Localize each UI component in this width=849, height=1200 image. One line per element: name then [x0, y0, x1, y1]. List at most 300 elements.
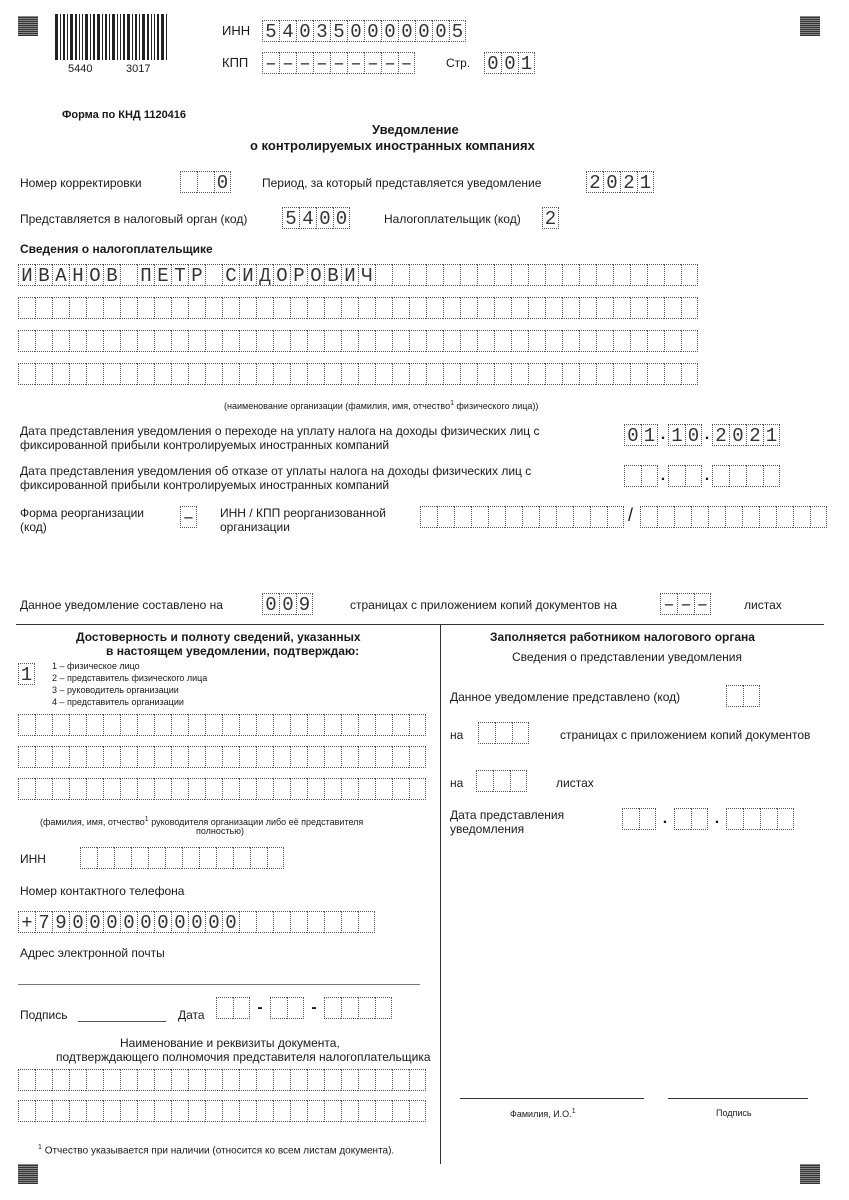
form-cell[interactable]	[664, 297, 681, 319]
form-cell[interactable]	[69, 297, 86, 319]
reorg-inn-cells[interactable]	[420, 506, 624, 528]
form-cell[interactable]	[562, 297, 579, 319]
form-cell[interactable]: 0	[171, 911, 188, 933]
form-cell[interactable]	[443, 330, 460, 352]
form-cell[interactable]	[256, 1069, 273, 1091]
form-cell[interactable]: Д	[256, 264, 273, 286]
form-cell[interactable]	[493, 770, 510, 792]
form-cell[interactable]	[443, 264, 460, 286]
reorg-kpp-cells[interactable]	[640, 506, 827, 528]
form-cell[interactable]	[307, 746, 324, 768]
form-cell[interactable]	[216, 847, 233, 869]
form-cell[interactable]	[52, 297, 69, 319]
form-cell[interactable]	[743, 685, 760, 707]
form-cell[interactable]	[358, 778, 375, 800]
form-cell[interactable]: 0	[214, 171, 231, 193]
form-cell[interactable]	[137, 1100, 154, 1122]
form-cell[interactable]	[273, 297, 290, 319]
form-cell[interactable]	[188, 778, 205, 800]
form-cell[interactable]: 0	[222, 911, 239, 933]
form-cell[interactable]	[725, 506, 742, 528]
form-cell[interactable]	[392, 297, 409, 319]
form-cell[interactable]	[657, 506, 674, 528]
form-cell[interactable]: –	[313, 52, 330, 74]
form-cell[interactable]	[222, 1100, 239, 1122]
form-cell[interactable]: 0	[279, 593, 296, 615]
form-cell[interactable]	[69, 363, 86, 385]
form-cell[interactable]	[324, 1069, 341, 1091]
form-cell[interactable]	[596, 330, 613, 352]
form-cell[interactable]	[205, 714, 222, 736]
form-cell[interactable]	[154, 363, 171, 385]
form-cell[interactable]	[375, 264, 392, 286]
form-cell[interactable]	[307, 363, 324, 385]
form-cell[interactable]	[358, 330, 375, 352]
form-cell[interactable]	[528, 363, 545, 385]
office-year-cells[interactable]	[726, 808, 794, 830]
form-cell[interactable]	[324, 911, 341, 933]
form-cell[interactable]	[256, 911, 273, 933]
form-cell[interactable]	[52, 746, 69, 768]
form-cell[interactable]	[613, 363, 630, 385]
form-cell[interactable]	[69, 1100, 86, 1122]
form-cell[interactable]: 2	[620, 171, 637, 193]
form-cell[interactable]	[545, 330, 562, 352]
form-cell[interactable]	[171, 746, 188, 768]
form-cell[interactable]	[307, 911, 324, 933]
form-cell[interactable]	[562, 264, 579, 286]
signer-inn-cells[interactable]	[80, 847, 284, 869]
form-cell[interactable]	[664, 264, 681, 286]
form-cell[interactable]: 0	[69, 911, 86, 933]
form-cell[interactable]	[69, 778, 86, 800]
form-cell[interactable]	[188, 330, 205, 352]
form-cell[interactable]	[358, 911, 375, 933]
form-cell[interactable]	[742, 506, 759, 528]
form-cell[interactable]	[647, 363, 664, 385]
pages-cells[interactable]	[262, 593, 313, 615]
form-cell[interactable]	[69, 330, 86, 352]
form-cell[interactable]	[495, 722, 512, 744]
form-cell[interactable]	[668, 465, 685, 487]
form-cell[interactable]	[579, 297, 596, 319]
form-cell[interactable]: 1	[518, 52, 535, 74]
form-cell[interactable]	[222, 363, 239, 385]
form-cell[interactable]	[52, 778, 69, 800]
form-cell[interactable]	[35, 714, 52, 736]
form-cell[interactable]	[188, 363, 205, 385]
form-cell[interactable]	[205, 778, 222, 800]
form-cell[interactable]	[324, 297, 341, 319]
form-cell[interactable]	[776, 506, 793, 528]
form-cell[interactable]: И	[341, 264, 358, 286]
form-cell[interactable]	[290, 330, 307, 352]
form-cell[interactable]	[137, 746, 154, 768]
taxpayer-name-row3[interactable]	[18, 330, 698, 352]
form-cell[interactable]	[188, 297, 205, 319]
office-pages-cells[interactable]	[478, 722, 529, 744]
form-cell[interactable]	[188, 746, 205, 768]
form-cell[interactable]: 2	[542, 207, 559, 229]
form-cell[interactable]: 0	[316, 207, 333, 229]
form-cell[interactable]	[477, 330, 494, 352]
form-cell[interactable]	[478, 722, 495, 744]
form-cell[interactable]	[205, 1069, 222, 1091]
form-cell[interactable]	[409, 264, 426, 286]
form-cell[interactable]	[375, 1069, 392, 1091]
form-cell[interactable]	[290, 363, 307, 385]
form-cell[interactable]	[613, 330, 630, 352]
form-cell[interactable]	[273, 330, 290, 352]
form-cell[interactable]	[256, 363, 273, 385]
form-cell[interactable]	[86, 1069, 103, 1091]
form-cell[interactable]	[35, 746, 52, 768]
form-cell[interactable]	[511, 330, 528, 352]
refuse-date-field[interactable]	[624, 465, 780, 487]
taxpayer-code-cells[interactable]	[542, 207, 559, 229]
form-cell[interactable]	[375, 997, 392, 1019]
form-cell[interactable]	[216, 997, 233, 1019]
form-cell[interactable]	[392, 778, 409, 800]
form-cell[interactable]	[630, 297, 647, 319]
form-cell[interactable]	[443, 297, 460, 319]
form-cell[interactable]	[630, 363, 647, 385]
form-cell[interactable]	[86, 746, 103, 768]
form-cell[interactable]	[437, 506, 454, 528]
form-cell[interactable]	[114, 847, 131, 869]
form-cell[interactable]	[358, 997, 375, 1019]
form-cell[interactable]	[35, 297, 52, 319]
form-cell[interactable]	[324, 363, 341, 385]
form-cell[interactable]	[630, 264, 647, 286]
form-cell[interactable]	[180, 171, 197, 193]
form-cell[interactable]	[290, 746, 307, 768]
form-cell[interactable]: –	[677, 593, 694, 615]
form-cell[interactable]: С	[222, 264, 239, 286]
form-cell[interactable]: 2	[586, 171, 603, 193]
form-cell[interactable]	[613, 264, 630, 286]
taxpayer-name-row1[interactable]	[18, 264, 698, 286]
form-cell[interactable]	[69, 746, 86, 768]
phone-cells[interactable]	[18, 911, 375, 933]
form-cell[interactable]: 0	[347, 20, 364, 42]
form-cell[interactable]	[273, 746, 290, 768]
form-cell[interactable]	[52, 1100, 69, 1122]
form-cell[interactable]	[35, 1100, 52, 1122]
form-cell[interactable]	[647, 264, 664, 286]
taxpayer-name-row4[interactable]	[18, 363, 698, 385]
form-cell[interactable]	[375, 1100, 392, 1122]
form-cell[interactable]	[273, 911, 290, 933]
form-cell[interactable]	[471, 506, 488, 528]
form-cell[interactable]	[256, 778, 273, 800]
form-cell[interactable]	[222, 1069, 239, 1091]
office-sign-line[interactable]	[668, 1098, 808, 1099]
form-cell[interactable]	[624, 465, 641, 487]
form-cell[interactable]	[52, 330, 69, 352]
form-cell[interactable]: 0	[103, 911, 120, 933]
form-cell[interactable]	[267, 847, 284, 869]
form-cell[interactable]	[691, 506, 708, 528]
form-cell[interactable]	[154, 1069, 171, 1091]
form-cell[interactable]	[171, 1069, 188, 1091]
form-cell[interactable]: П	[137, 264, 154, 286]
form-cell[interactable]: –	[398, 52, 415, 74]
form-cell[interactable]: 0	[120, 911, 137, 933]
form-cell[interactable]	[307, 297, 324, 319]
form-cell[interactable]	[188, 1069, 205, 1091]
form-cell[interactable]: 9	[52, 911, 69, 933]
form-cell[interactable]	[409, 297, 426, 319]
form-cell[interactable]	[52, 363, 69, 385]
form-cell[interactable]	[273, 778, 290, 800]
form-cell[interactable]: –	[330, 52, 347, 74]
form-cell[interactable]	[222, 297, 239, 319]
sign-year-cells[interactable]	[324, 997, 392, 1019]
form-cell[interactable]	[375, 363, 392, 385]
refuse-month-cells[interactable]	[668, 465, 702, 487]
form-cell[interactable]	[630, 330, 647, 352]
form-cell[interactable]: Р	[290, 264, 307, 286]
form-cell[interactable]	[545, 264, 562, 286]
submitted-cells[interactable]	[726, 685, 760, 707]
form-cell[interactable]	[239, 714, 256, 736]
form-cell[interactable]	[511, 297, 528, 319]
form-cell[interactable]	[392, 714, 409, 736]
form-cell[interactable]	[324, 746, 341, 768]
form-cell[interactable]: –	[180, 506, 197, 528]
form-cell[interactable]	[341, 1069, 358, 1091]
form-cell[interactable]	[545, 363, 562, 385]
form-cell[interactable]	[239, 363, 256, 385]
form-cell[interactable]	[239, 778, 256, 800]
form-cell[interactable]	[35, 363, 52, 385]
inn-cells[interactable]	[262, 20, 466, 42]
form-cell[interactable]	[324, 778, 341, 800]
form-cell[interactable]	[477, 297, 494, 319]
form-cell[interactable]	[86, 778, 103, 800]
form-cell[interactable]	[137, 330, 154, 352]
form-cell[interactable]	[103, 778, 120, 800]
form-cell[interactable]: 0	[296, 20, 313, 42]
form-cell[interactable]	[375, 746, 392, 768]
form-cell[interactable]: 2	[746, 424, 763, 446]
form-cell[interactable]	[341, 746, 358, 768]
form-cell[interactable]	[154, 778, 171, 800]
form-cell[interactable]	[426, 330, 443, 352]
form-cell[interactable]	[409, 714, 426, 736]
form-cell[interactable]	[120, 1069, 137, 1091]
form-cell[interactable]	[233, 847, 250, 869]
form-cell[interactable]	[137, 297, 154, 319]
form-cell[interactable]	[205, 297, 222, 319]
form-cell[interactable]	[307, 714, 324, 736]
form-cell[interactable]	[18, 746, 35, 768]
form-cell[interactable]	[290, 714, 307, 736]
form-cell[interactable]: +	[18, 911, 35, 933]
form-cell[interactable]	[573, 506, 590, 528]
form-cell[interactable]	[375, 297, 392, 319]
form-cell[interactable]: 5	[330, 20, 347, 42]
form-cell[interactable]	[426, 297, 443, 319]
form-cell[interactable]	[137, 1069, 154, 1091]
form-cell[interactable]: 0	[624, 424, 641, 446]
form-cell[interactable]	[131, 847, 148, 869]
form-cell[interactable]	[579, 330, 596, 352]
form-cell[interactable]	[97, 847, 114, 869]
form-cell[interactable]: 5	[262, 20, 279, 42]
form-cell[interactable]	[477, 363, 494, 385]
form-cell[interactable]	[171, 1100, 188, 1122]
form-cell[interactable]: 1	[641, 424, 658, 446]
form-cell[interactable]	[273, 714, 290, 736]
form-cell[interactable]: 0	[333, 207, 350, 229]
form-cell[interactable]	[647, 297, 664, 319]
form-cell[interactable]: 1	[637, 171, 654, 193]
form-cell[interactable]	[18, 330, 35, 352]
sign-day-cells[interactable]	[216, 997, 250, 1019]
form-cell[interactable]: Е	[154, 264, 171, 286]
form-cell[interactable]	[120, 363, 137, 385]
form-cell[interactable]	[522, 506, 539, 528]
form-cell[interactable]	[760, 808, 777, 830]
form-cell[interactable]: 0	[154, 911, 171, 933]
form-cell[interactable]	[69, 714, 86, 736]
form-cell[interactable]	[409, 778, 426, 800]
form-cell[interactable]	[120, 1100, 137, 1122]
form-cell[interactable]: 0	[415, 20, 432, 42]
signer-name-row3[interactable]	[18, 778, 426, 800]
form-cell[interactable]	[69, 1069, 86, 1091]
form-cell[interactable]	[511, 264, 528, 286]
form-cell[interactable]: О	[273, 264, 290, 286]
form-cell[interactable]: Р	[188, 264, 205, 286]
form-cell[interactable]	[729, 465, 746, 487]
form-cell[interactable]	[341, 714, 358, 736]
form-cell[interactable]	[494, 330, 511, 352]
form-cell[interactable]	[712, 465, 729, 487]
form-cell[interactable]	[307, 330, 324, 352]
form-cell[interactable]	[86, 330, 103, 352]
form-cell[interactable]	[681, 363, 698, 385]
form-cell[interactable]	[165, 847, 182, 869]
form-cell[interactable]	[290, 297, 307, 319]
form-cell[interactable]	[239, 1069, 256, 1091]
form-cell[interactable]: В	[35, 264, 52, 286]
sign-date-field[interactable]	[216, 997, 392, 1019]
form-cell[interactable]: 0	[729, 424, 746, 446]
form-cell[interactable]	[154, 746, 171, 768]
form-cell[interactable]	[409, 363, 426, 385]
form-cell[interactable]	[685, 465, 702, 487]
form-cell[interactable]	[579, 264, 596, 286]
form-cell[interactable]	[154, 714, 171, 736]
form-cell[interactable]	[103, 330, 120, 352]
form-cell[interactable]: 0	[432, 20, 449, 42]
form-cell[interactable]	[205, 1100, 222, 1122]
form-cell[interactable]: 0	[364, 20, 381, 42]
form-cell[interactable]	[426, 363, 443, 385]
form-cell[interactable]	[103, 1069, 120, 1091]
form-cell[interactable]	[103, 746, 120, 768]
form-cell[interactable]	[239, 330, 256, 352]
form-cell[interactable]	[103, 1100, 120, 1122]
form-cell[interactable]	[154, 330, 171, 352]
form-cell[interactable]	[18, 714, 35, 736]
form-cell[interactable]	[171, 297, 188, 319]
form-cell[interactable]	[273, 363, 290, 385]
fio-line[interactable]	[460, 1098, 644, 1099]
form-cell[interactable]	[250, 847, 267, 869]
form-cell[interactable]	[137, 714, 154, 736]
form-cell[interactable]	[307, 1069, 324, 1091]
form-cell[interactable]	[86, 297, 103, 319]
form-cell[interactable]	[120, 714, 137, 736]
form-cell[interactable]: 9	[296, 593, 313, 615]
form-cell[interactable]	[476, 770, 493, 792]
form-cell[interactable]	[460, 264, 477, 286]
form-cell[interactable]	[454, 506, 471, 528]
form-cell[interactable]	[52, 714, 69, 736]
form-cell[interactable]	[392, 363, 409, 385]
form-cell[interactable]	[341, 297, 358, 319]
form-cell[interactable]: В	[324, 264, 341, 286]
form-cell[interactable]	[137, 778, 154, 800]
form-cell[interactable]: –	[347, 52, 364, 74]
form-cell[interactable]	[103, 363, 120, 385]
form-cell[interactable]: В	[103, 264, 120, 286]
form-cell[interactable]	[746, 465, 763, 487]
form-cell[interactable]	[273, 1069, 290, 1091]
reorg-form-cells[interactable]	[180, 506, 197, 528]
form-cell[interactable]	[120, 746, 137, 768]
form-cell[interactable]: А	[52, 264, 69, 286]
taxpayer-name-row2[interactable]	[18, 297, 698, 319]
form-cell[interactable]	[358, 1069, 375, 1091]
form-cell[interactable]	[512, 722, 529, 744]
form-cell[interactable]	[290, 911, 307, 933]
form-cell[interactable]	[420, 506, 437, 528]
form-cell[interactable]	[392, 264, 409, 286]
form-cell[interactable]	[205, 264, 222, 286]
form-cell[interactable]: 3	[313, 20, 330, 42]
sign-month-cells[interactable]	[270, 997, 304, 1019]
form-cell[interactable]: 1	[763, 424, 780, 446]
form-cell[interactable]	[324, 330, 341, 352]
form-cell[interactable]	[270, 997, 287, 1019]
form-cell[interactable]	[505, 506, 522, 528]
office-date-field[interactable]	[622, 808, 794, 830]
form-cell[interactable]: 4	[279, 20, 296, 42]
form-cell[interactable]	[86, 714, 103, 736]
form-cell[interactable]	[239, 1100, 256, 1122]
form-cell[interactable]	[708, 506, 725, 528]
form-cell[interactable]	[607, 506, 624, 528]
form-cell[interactable]: 5	[449, 20, 466, 42]
form-cell[interactable]	[205, 363, 222, 385]
form-cell[interactable]	[681, 330, 698, 352]
refuse-year-cells[interactable]	[712, 465, 780, 487]
form-cell[interactable]	[358, 297, 375, 319]
form-cell[interactable]	[763, 465, 780, 487]
form-cell[interactable]	[392, 1069, 409, 1091]
office-month-cells[interactable]	[674, 808, 708, 830]
form-cell[interactable]	[239, 746, 256, 768]
form-cell[interactable]: 0	[205, 911, 222, 933]
form-cell[interactable]	[409, 330, 426, 352]
form-cell[interactable]	[341, 778, 358, 800]
signer-name-row2[interactable]	[18, 746, 426, 768]
